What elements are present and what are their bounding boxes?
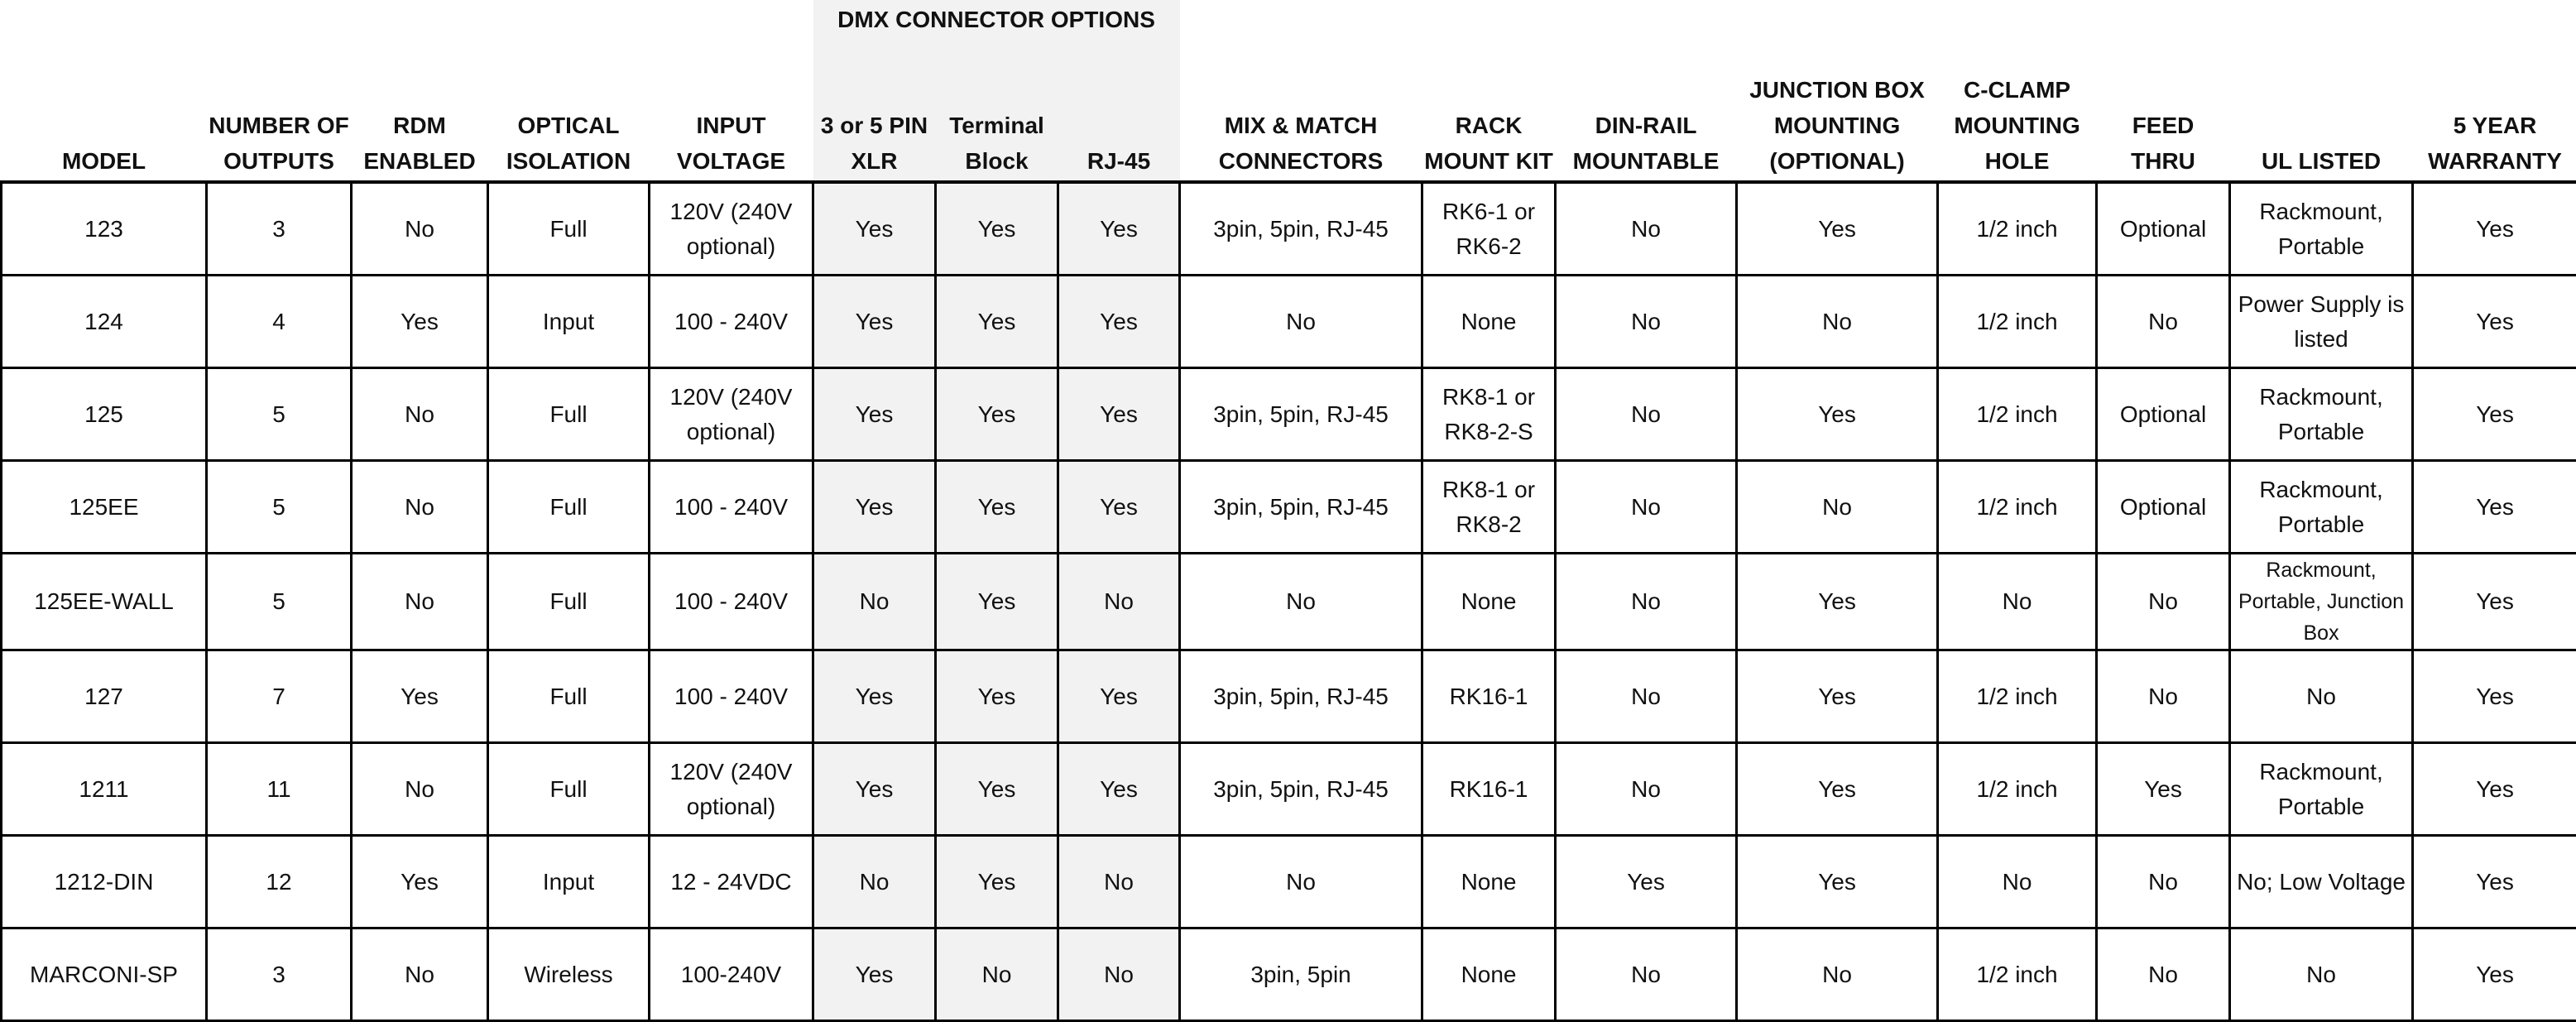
table-row (2, 928, 2576, 1021)
cell-warranty: Yes (2413, 554, 2576, 650)
cell-optical: Full (488, 650, 650, 743)
cell-ul: No (2230, 928, 2413, 1021)
cell-feed: Optional (2097, 461, 2230, 554)
table-row (2, 276, 2576, 368)
cell-outputs: 11 (207, 743, 352, 836)
cell-feed: Optional (2097, 368, 2230, 461)
cell-mix: 3pin, 5pin, RJ-45 (1180, 461, 1422, 554)
cell-model: 125EE (2, 461, 207, 554)
cell-warranty: Yes (2413, 182, 2576, 276)
cell-cclamp: 1/2 inch (1938, 461, 2097, 554)
cell-xlr: Yes (813, 743, 936, 836)
cell-din: No (1556, 554, 1737, 650)
cell-model: 127 (2, 650, 207, 743)
cell-rj45: No (1058, 836, 1180, 928)
cell-rj45: No (1058, 928, 1180, 1021)
cell-voltage: 120V (240V optional) (650, 368, 813, 461)
cell-outputs: 7 (207, 650, 352, 743)
cell-feed: No (2097, 836, 2230, 928)
cell-ul: Rackmount, Portable, Junction Box (2230, 554, 2413, 650)
cell-mix: 3pin, 5pin, RJ-45 (1180, 743, 1422, 836)
header-warranty: 5 YEAR WARRANTY (2413, 0, 2576, 182)
cell-voltage: 100 - 240V (650, 554, 813, 650)
cell-xlr: No (813, 836, 936, 928)
cell-warranty: Yes (2413, 836, 2576, 928)
cell-outputs: 5 (207, 461, 352, 554)
header-cclamp: C-CLAMP MOUNTING HOLE (1938, 0, 2097, 182)
cell-rack: RK6-1 or RK6-2 (1422, 182, 1556, 276)
cell-cclamp: No (1938, 836, 2097, 928)
cell-jbox: No (1737, 928, 1938, 1021)
cell-voltage: 100 - 240V (650, 650, 813, 743)
cell-voltage: 12 - 24VDC (650, 836, 813, 928)
cell-model: MARCONI-SP (2, 928, 207, 1021)
cell-jbox: No (1737, 276, 1938, 368)
cell-cclamp: 1/2 inch (1938, 928, 2097, 1021)
table-row (2, 461, 2576, 554)
cell-terminal: Yes (936, 461, 1058, 554)
cell-xlr: Yes (813, 928, 936, 1021)
cell-outputs: 5 (207, 554, 352, 650)
header-optical: OPTICAL ISOLATION (488, 0, 650, 182)
cell-voltage: 120V (240V optional) (650, 743, 813, 836)
table-row (2, 650, 2576, 743)
cell-rdm: Yes (352, 276, 488, 368)
cell-voltage: 100-240V (650, 928, 813, 1021)
table-row (2, 368, 2576, 461)
header-terminal: Terminal Block (936, 108, 1058, 182)
cell-din: No (1556, 182, 1737, 276)
cell-mix: No (1180, 836, 1422, 928)
cell-model: 123 (2, 182, 207, 276)
cell-xlr: No (813, 554, 936, 650)
cell-ul: Rackmount, Portable (2230, 368, 2413, 461)
cell-feed: No (2097, 650, 2230, 743)
cell-rdm: No (352, 928, 488, 1021)
cell-rack: RK16-1 (1422, 743, 1556, 836)
cell-model: 124 (2, 276, 207, 368)
cell-xlr: Yes (813, 276, 936, 368)
cell-rj45: Yes (1058, 182, 1180, 276)
cell-optical: Full (488, 461, 650, 554)
cell-terminal: Yes (936, 182, 1058, 276)
table-row (2, 743, 2576, 836)
cell-rdm: No (352, 743, 488, 836)
cell-ul: Power Supply is listed (2230, 276, 2413, 368)
cell-optical: Input (488, 836, 650, 928)
table-row (2, 554, 2576, 650)
cell-outputs: 12 (207, 836, 352, 928)
cell-warranty: Yes (2413, 461, 2576, 554)
cell-warranty: Yes (2413, 276, 2576, 368)
cell-din: No (1556, 743, 1737, 836)
cell-cclamp: 1/2 inch (1938, 743, 2097, 836)
cell-outputs: 3 (207, 182, 352, 276)
cell-xlr: Yes (813, 182, 936, 276)
cell-mix: No (1180, 276, 1422, 368)
cell-din: No (1556, 928, 1737, 1021)
cell-terminal: Yes (936, 650, 1058, 743)
cell-xlr: Yes (813, 461, 936, 554)
cell-optical: Full (488, 368, 650, 461)
cell-rack: None (1422, 928, 1556, 1021)
cell-din: Yes (1556, 836, 1737, 928)
header-feed: FEED THRU (2097, 0, 2230, 182)
cell-jbox: Yes (1737, 743, 1938, 836)
header-outputs: NUMBER OF OUTPUTS (207, 0, 352, 182)
cell-ul: Rackmount, Portable (2230, 182, 2413, 276)
cell-voltage: 100 - 240V (650, 461, 813, 554)
cell-rj45: No (1058, 554, 1180, 650)
cell-jbox: Yes (1737, 836, 1938, 928)
cell-feed: No (2097, 276, 2230, 368)
cell-outputs: 3 (207, 928, 352, 1021)
cell-optical: Wireless (488, 928, 650, 1021)
cell-rdm: Yes (352, 650, 488, 743)
table-row (2, 836, 2576, 928)
cell-model: 125EE-WALL (2, 554, 207, 650)
cell-mix: No (1180, 554, 1422, 650)
cell-terminal: No (936, 928, 1058, 1021)
cell-rack: RK16-1 (1422, 650, 1556, 743)
cell-rdm: Yes (352, 836, 488, 928)
cell-warranty: Yes (2413, 650, 2576, 743)
header-rj45: RJ-45 (1058, 108, 1180, 182)
cell-xlr: Yes (813, 368, 936, 461)
cell-jbox: Yes (1737, 182, 1938, 276)
table-body (2, 182, 2576, 1021)
cell-mix: 3pin, 5pin, RJ-45 (1180, 650, 1422, 743)
cell-model: 1211 (2, 743, 207, 836)
cell-warranty: Yes (2413, 743, 2576, 836)
cell-cclamp: 1/2 inch (1938, 650, 2097, 743)
cell-din: No (1556, 276, 1737, 368)
header-voltage: INPUT VOLTAGE (650, 0, 813, 182)
cell-rack: RK8-1 or RK8-2 (1422, 461, 1556, 554)
cell-voltage: 100 - 240V (650, 276, 813, 368)
cell-jbox: No (1737, 461, 1938, 554)
cell-cclamp: 1/2 inch (1938, 182, 2097, 276)
header-rack: RACK MOUNT KIT (1422, 0, 1556, 182)
cell-feed: Optional (2097, 182, 2230, 276)
cell-terminal: Yes (936, 743, 1058, 836)
cell-rdm: No (352, 461, 488, 554)
cell-terminal: Yes (936, 554, 1058, 650)
cell-rack: RK8-1 or RK8-2-S (1422, 368, 1556, 461)
cell-optical: Full (488, 743, 650, 836)
cell-warranty: Yes (2413, 368, 2576, 461)
cell-rdm: No (352, 182, 488, 276)
cell-rdm: No (352, 554, 488, 650)
header-din: DIN-RAIL MOUNTABLE (1556, 0, 1737, 182)
cell-din: No (1556, 650, 1737, 743)
cell-jbox: Yes (1737, 368, 1938, 461)
cell-din: No (1556, 461, 1737, 554)
header-xlr: 3 or 5 PIN XLR (813, 108, 936, 182)
header-mix: MIX & MATCH CONNECTORS (1180, 0, 1422, 182)
cell-outputs: 4 (207, 276, 352, 368)
cell-ul: Rackmount, Portable (2230, 743, 2413, 836)
cell-optical: Full (488, 554, 650, 650)
cell-rj45: Yes (1058, 276, 1180, 368)
cell-jbox: Yes (1737, 650, 1938, 743)
cell-jbox: Yes (1737, 554, 1938, 650)
cell-feed: No (2097, 554, 2230, 650)
cell-rj45: Yes (1058, 743, 1180, 836)
cell-terminal: Yes (936, 368, 1058, 461)
cell-rj45: Yes (1058, 368, 1180, 461)
header-dmx-group: DMX CONNECTOR OPTIONS (813, 0, 1180, 108)
cell-rj45: Yes (1058, 461, 1180, 554)
cell-feed: Yes (2097, 743, 2230, 836)
cell-model: 125 (2, 368, 207, 461)
cell-mix: 3pin, 5pin, RJ-45 (1180, 368, 1422, 461)
cell-warranty: Yes (2413, 928, 2576, 1021)
cell-rack: None (1422, 276, 1556, 368)
cell-rdm: No (352, 368, 488, 461)
header-ul: UL LISTED (2230, 0, 2413, 182)
cell-feed: No (2097, 928, 2230, 1021)
cell-ul: No; Low Voltage (2230, 836, 2413, 928)
cell-terminal: Yes (936, 836, 1058, 928)
cell-mix: 3pin, 5pin (1180, 928, 1422, 1021)
cell-voltage: 120V (240V optional) (650, 182, 813, 276)
cell-rj45: Yes (1058, 650, 1180, 743)
cell-cclamp: 1/2 inch (1938, 276, 2097, 368)
cell-optical: Input (488, 276, 650, 368)
cell-xlr: Yes (813, 650, 936, 743)
cell-model: 1212-DIN (2, 836, 207, 928)
cell-rack: None (1422, 554, 1556, 650)
cell-mix: 3pin, 5pin, RJ-45 (1180, 182, 1422, 276)
table-row (2, 182, 2576, 276)
cell-outputs: 5 (207, 368, 352, 461)
cell-cclamp: 1/2 inch (1938, 368, 2097, 461)
cell-rack: None (1422, 836, 1556, 928)
cell-ul: Rackmount, Portable (2230, 461, 2413, 554)
cell-optical: Full (488, 182, 650, 276)
cell-cclamp: No (1938, 554, 2097, 650)
cell-din: No (1556, 368, 1737, 461)
header-model: MODEL (2, 0, 207, 182)
header-rdm: RDM ENABLED (352, 0, 488, 182)
header-jbox: JUNCTION BOX MOUNTING (OPTIONAL) (1737, 0, 1938, 182)
cell-ul: No (2230, 650, 2413, 743)
cell-terminal: Yes (936, 276, 1058, 368)
